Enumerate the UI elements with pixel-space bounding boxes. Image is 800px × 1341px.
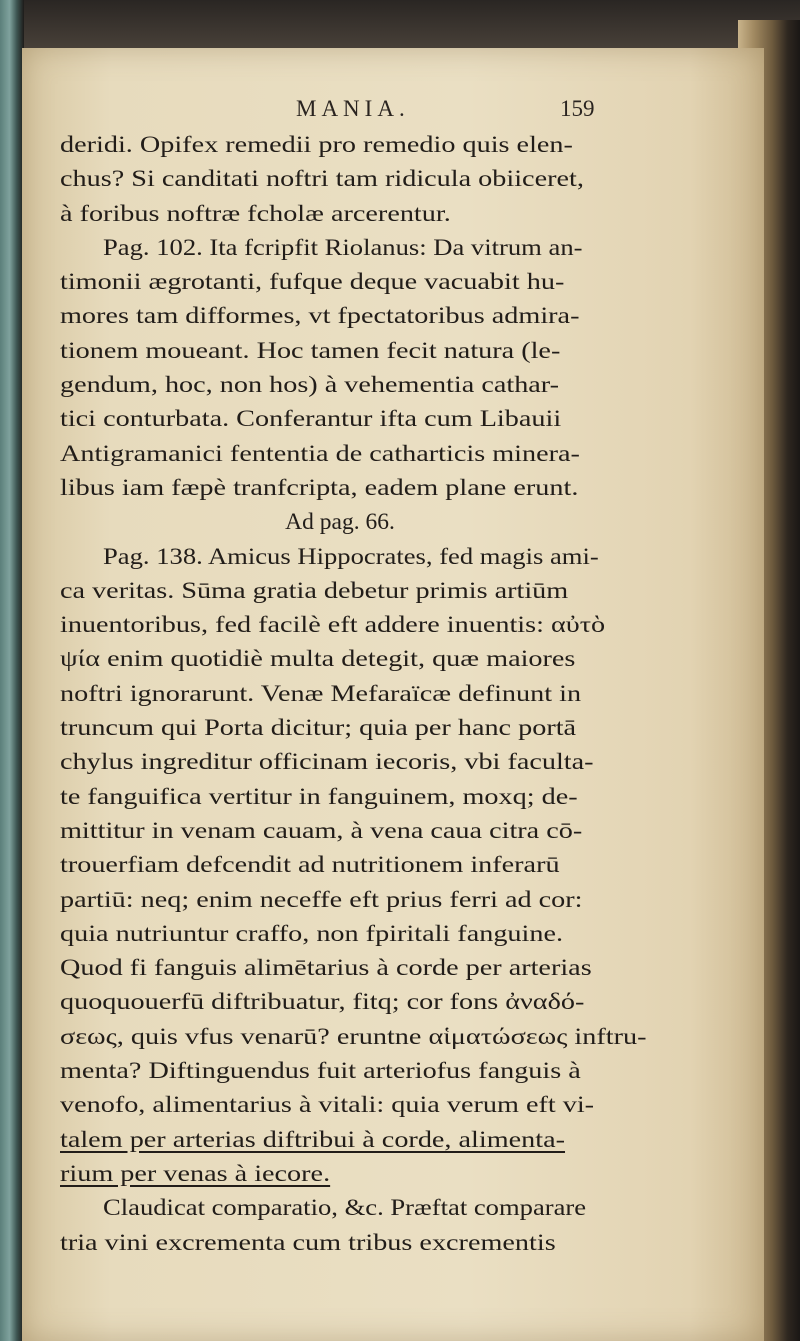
text-line: Pag. 138. Amicus Hippocrates, fed magis ami- <box>103 543 599 570</box>
text-line: tria vini excrementa cum tribus excrementis <box>60 1229 556 1256</box>
text-line: menta? Diftinguendus fuit arteriofus fanguis à <box>60 1058 581 1085</box>
text-line: chylus ingreditur officinam iecoris, vbi faculta- <box>60 749 594 776</box>
book-spine <box>0 0 24 1341</box>
running-head: MANIA. <box>296 96 410 121</box>
text-line: noftri ignorarunt. Venæ Mefaraïcæ definunt in <box>60 680 582 707</box>
text-line: rium per venas à iecore. <box>60 1160 331 1187</box>
text-line: libus iam fæpè tranfcripta, eadem plane erunt. <box>60 474 579 501</box>
section-heading: Ad pag. 66. <box>285 509 395 536</box>
text-line: tici conturbata. Conferantur ifta cum Libauii <box>60 406 562 433</box>
text-line: timonii ægrotanti, fufque deque vacuabit hu- <box>60 269 565 296</box>
text-line: tionem moueant. Hoc tamen fecit natura (le- <box>60 337 561 364</box>
text-line: quia nutriuntur craffo, non fpiritali fanguine. <box>60 920 564 947</box>
text-line: talem per arterias diftribui à corde, alimenta- <box>60 1126 566 1153</box>
text-line: inuentoribus, fed facilè eft addere inuentis: αὐτὸ <box>60 612 606 639</box>
page-header <box>0 96 800 128</box>
text-line: ψία enim quotidiè multa detegit, quæ maiores <box>60 646 576 673</box>
text-line: partiū: neq; enim neceffe eft prius ferri ad cor: <box>60 886 583 913</box>
text-line: truncum qui Porta dicitur; quia per hanc portā <box>60 715 577 742</box>
book-frame-top <box>0 0 800 52</box>
text-line: σεως, quis vfus venarū? eruntne αἱματώσεως inftru- <box>60 1023 647 1050</box>
text-line: venofo, alimentarius à vitali: quia verum eft vi- <box>60 1092 595 1119</box>
text-line: deridi. Opifex remedii pro remedio quis elen- <box>60 132 573 158</box>
text-line: te fanguifica vertitur in fanguinem, moxq; de- <box>60 783 578 810</box>
text-line: ca veritas. Sūma gratia debetur primis artiūm <box>60 577 569 604</box>
text-line: Claudicat comparatio, &c. Præftat comparare <box>103 1195 587 1222</box>
text-line: mittitur in venam cauam, à vena caua citra cō- <box>60 817 583 844</box>
text-line: chus? Si canditati noftri tam ridicula obiiceret, <box>60 166 584 193</box>
text-line: trouerfiam defcendit ad nutritionem inferarū <box>60 852 560 879</box>
text-line: Antigramanici fententia de catharticis minera- <box>60 440 580 467</box>
body-text <box>60 128 647 1260</box>
text-line: Pag. 102. Ita fcripfit Riolanus: Da vitrum an- <box>103 234 583 261</box>
page-number: 159 <box>560 96 595 121</box>
text-line: gendum, hoc, non hos) à vehementia cathar- <box>60 372 560 399</box>
text-line: Quod fi fanguis alimētarius à corde per arterias <box>60 955 592 982</box>
text-line: mores tam difformes, vt fpectatoribus admira- <box>60 303 580 330</box>
text-line: quoquouerfū diftribuatur, fitq; cor fons ἀναδό- <box>60 989 585 1016</box>
text-line: à foribus noftræ fcholæ arcerentur. <box>60 200 451 227</box>
